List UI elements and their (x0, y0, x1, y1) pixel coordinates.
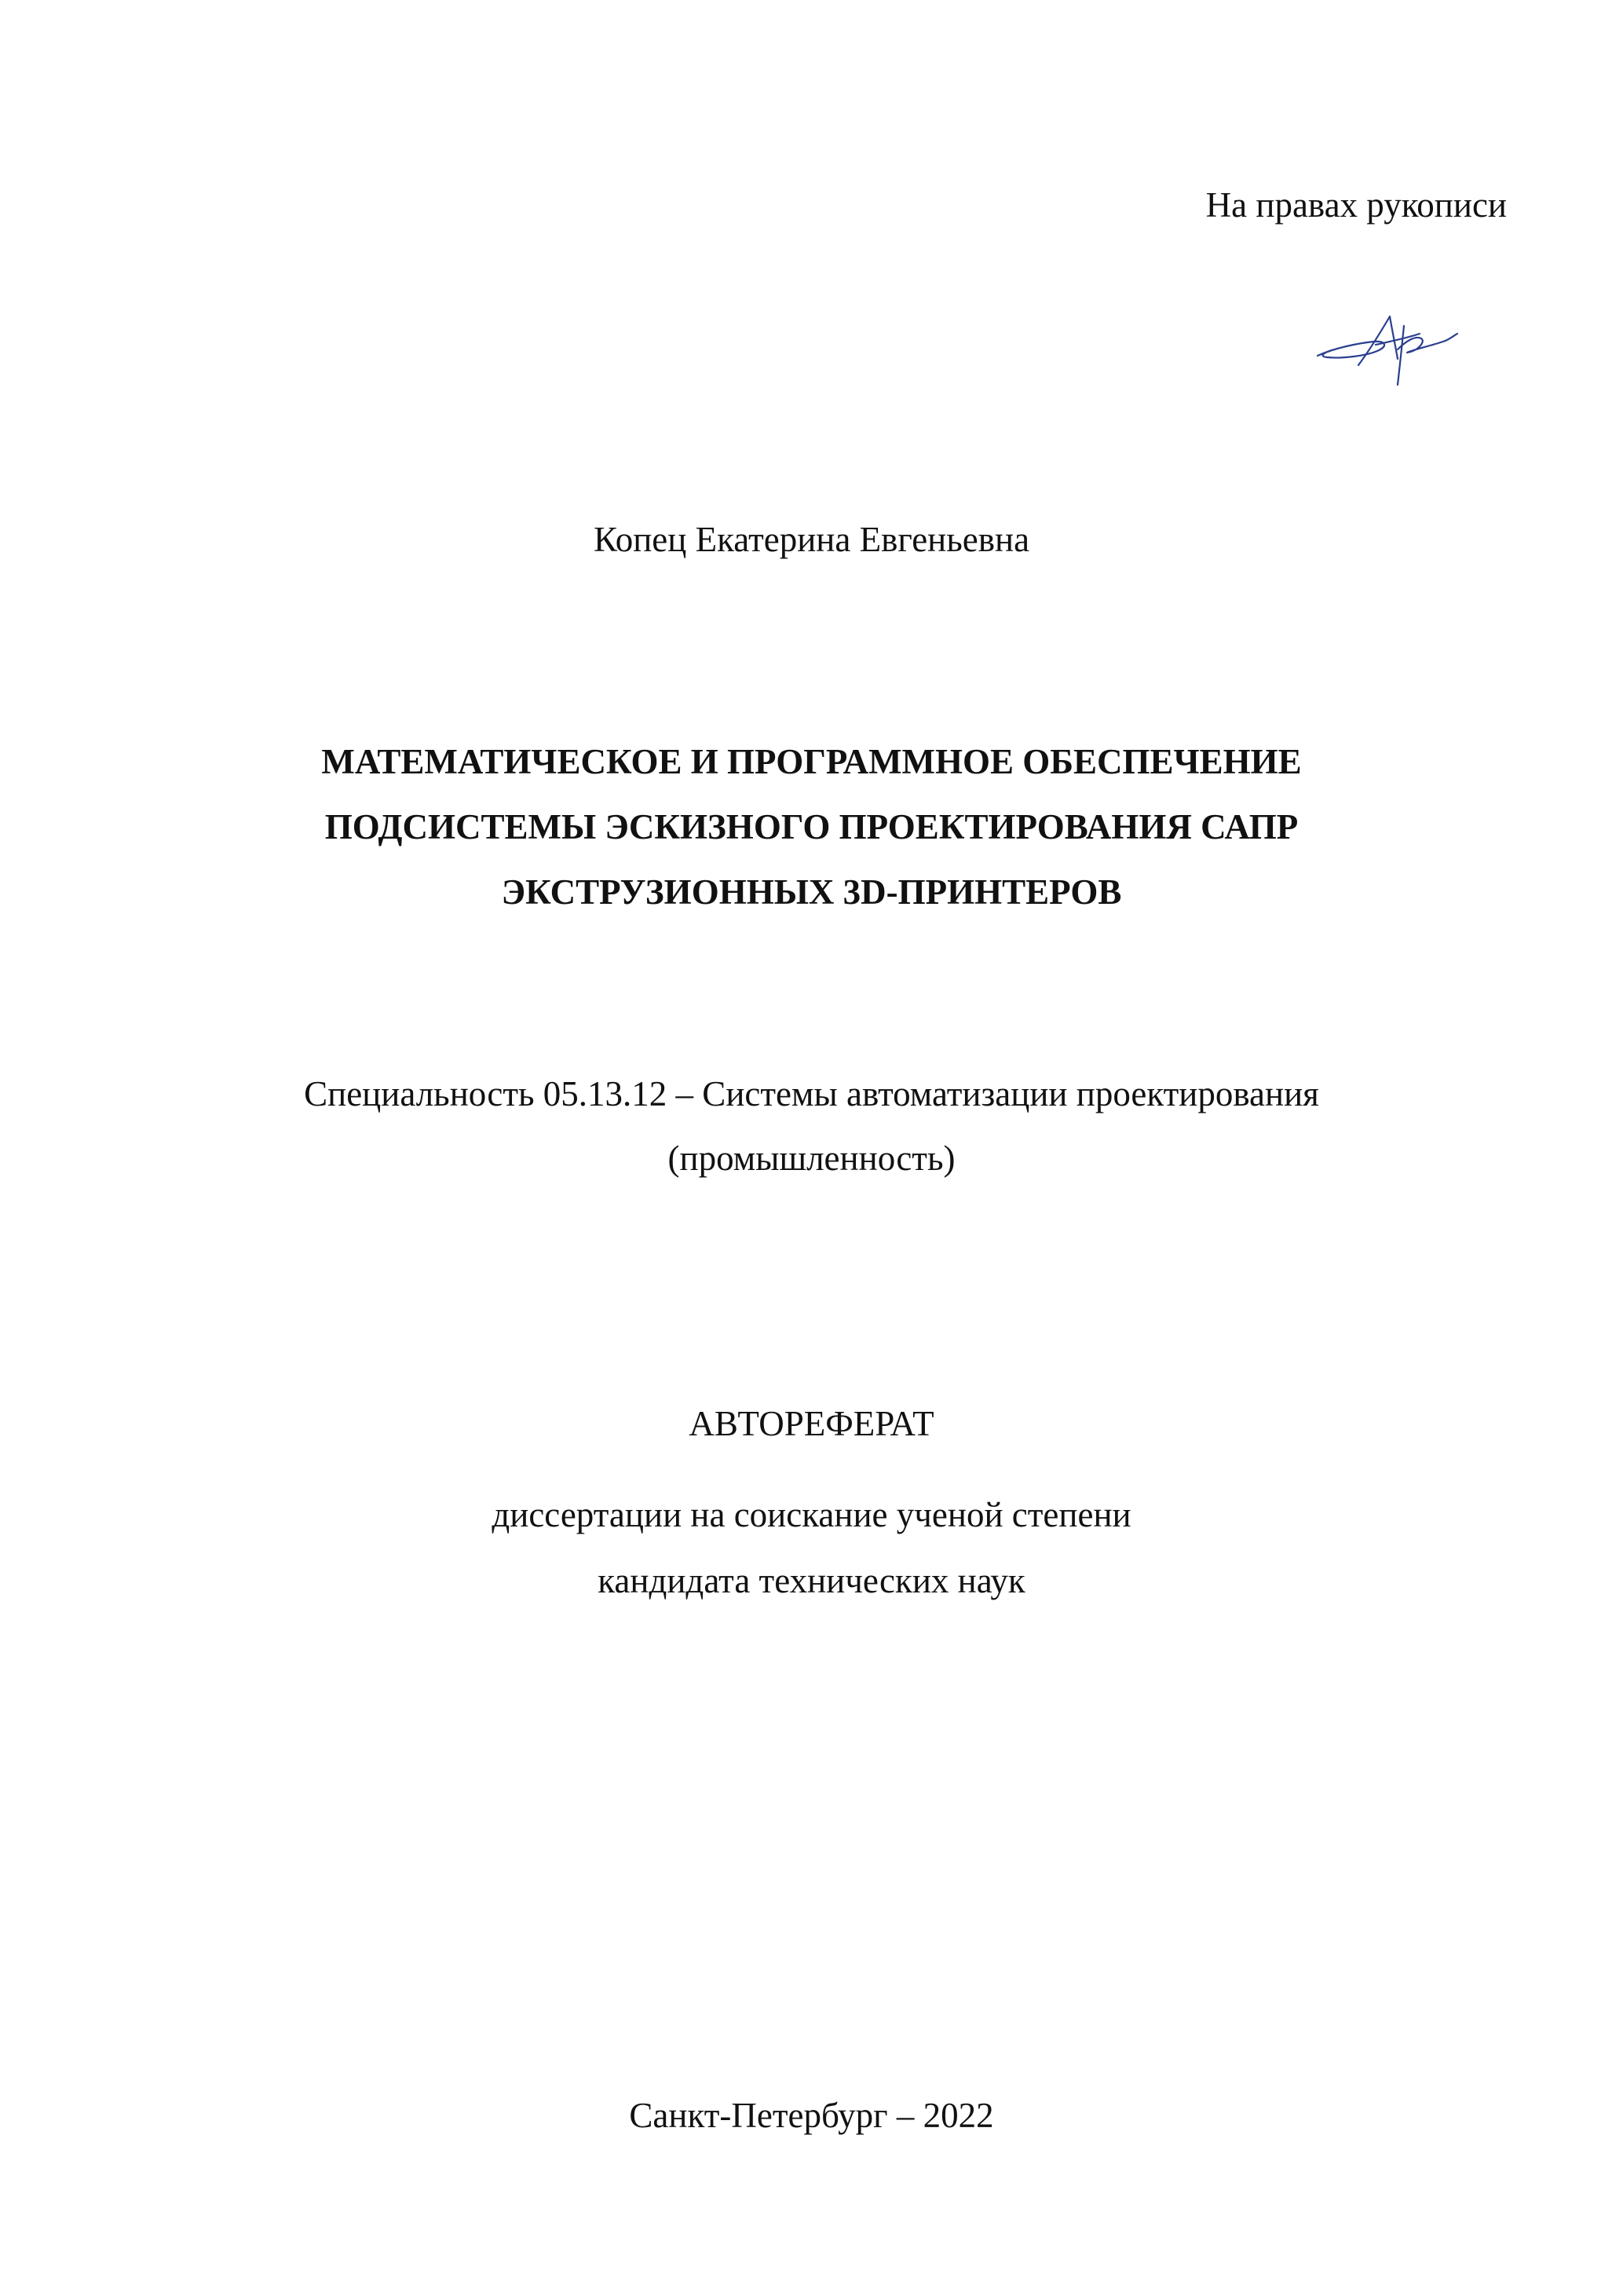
author-name: Копец Екатерина Евгеньевна (593, 520, 1030, 559)
title-line-1: МАТЕМАТИЧЕСКОЕ И ПРОГРАММНОЕ ОБЕСПЕЧЕНИЕ (321, 742, 1302, 781)
title-line-2: ПОДСИСТЕМЫ ЭСКИЗНОГО ПРОЕКТИРОВАНИЯ САПР (324, 807, 1299, 846)
specialty-line-1: Специальность 05.13.12 – Системы автоматизации проектирования (304, 1074, 1319, 1113)
document-type-label: АВТОРЕФЕРАТ (689, 1404, 934, 1443)
title-line-3: ЭКСТРУЗИОННЫХ 3D-ПРИНТЕРОВ (501, 872, 1122, 912)
degree-line-1: диссертации на соискание ученой степени (492, 1495, 1131, 1534)
rights-note: На правах рукописи (1205, 185, 1507, 225)
degree-line-2: кандидата технических наук (598, 1561, 1025, 1600)
city-year: Санкт-Петербург – 2022 (629, 2096, 994, 2135)
specialty-line-2: (промышленность) (667, 1139, 956, 1178)
signature-icon (1311, 310, 1460, 389)
